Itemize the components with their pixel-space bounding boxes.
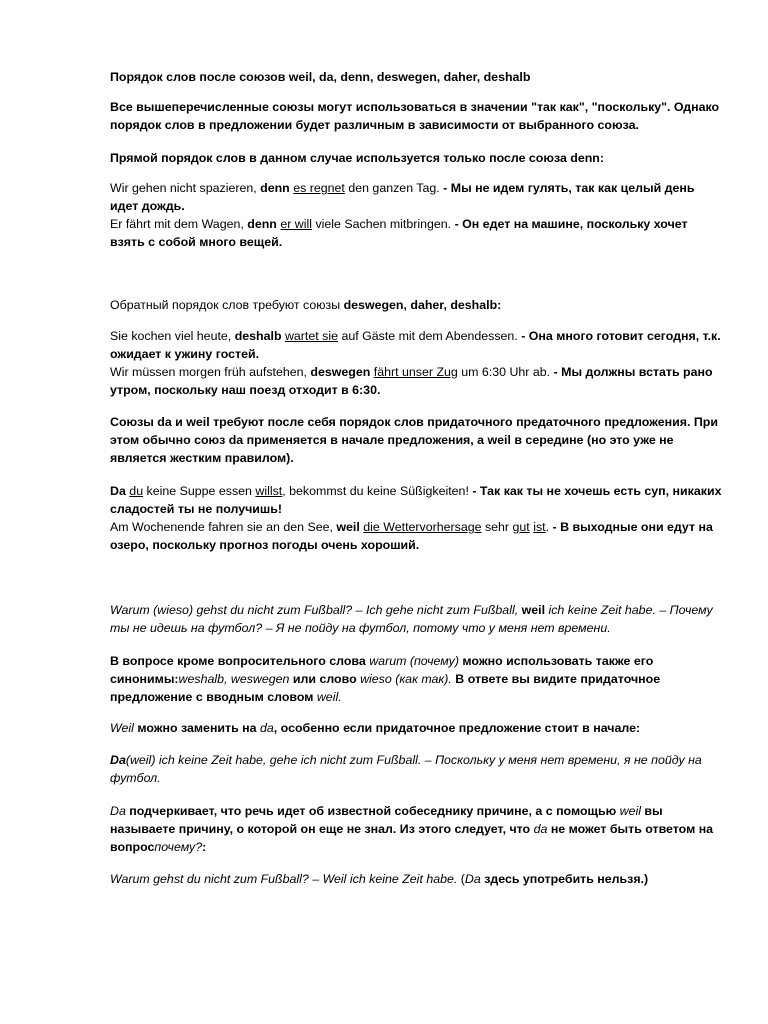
question-example: Warum (wieso) gehst du nicht zum Fußball? – Ich gehe nicht zum Fußball, weil ich keine Zeit habe. – Почему ты не идешь на футбол? – Я не пойду на футбол, потому что у меня нет времени. xyxy=(110,603,713,635)
example-denn-1: Wir gehen nicht spazieren, denn es regnet den ganzen Tag. - Мы не идем гулять, так как целый день идет дождь. xyxy=(110,181,695,213)
inverse-order-heading: Обратный порядок слов требуют союзы deswegen, daher, deshalb: xyxy=(110,298,502,312)
da-vs-weil-explanation: Da подчеркивает, что речь идет об известной собеседнику причине, а с помощью weil вы называете причину, о которой он еще не знал. Из этого следует, что da не может быть ответом на вопроспочему?: xyxy=(110,804,714,854)
final-example: Warum gehst du nicht zum Fußball? – Weil ich keine Zeit habe. (Da здесь употребить нельзя.) xyxy=(110,872,649,886)
da-example: Da(weil) ich keine Zeit habe, gehe ich nicht zum Fußball. – Поскольку у меня нет времени, я не пойду на футбол. xyxy=(110,753,702,785)
doc-title: Порядок слов после союзов weil, da, denn, deswegen, daher, deshalb xyxy=(110,70,531,84)
example-deswegen: Wir müssen morgen früh aufstehen, deswegen fährt unser Zug um 6:30 Uhr ab. - Мы должны встать рано утром, поскольку наш поезд отходит в 6:30. xyxy=(110,365,713,397)
da-weil-paragraph: Союзы da и weil требуют после себя порядок слов придаточного предаточного предложения. При этом обычно союз da применяется в начале предложения, а weil в середине (но это уже не является жестким правилом). xyxy=(110,415,718,465)
example-denn-2: Er fährt mit dem Wagen, denn er will viele Sachen mitbringen. - Он едет на машине, поскольку хочет взять с собой много вещей. xyxy=(110,217,688,249)
example-da: Da du keine Suppe essen willst, bekommst du keine Süßigkeiten! - Так как ты не хочешь есть суп, никаких сладостей ты не получишь! xyxy=(110,484,722,516)
example-deshalb: Sie kochen viel heute, deshalb wartet sie auf Gäste mit dem Abendessen. - Она много готовит сегодня, т.к. ожидает к ужину гостей. xyxy=(110,329,721,361)
weil-replace-note: Weil можно заменить на da, особенно если придаточное предложение стоит в начале: xyxy=(110,721,641,735)
example-weil: Am Wochenende fahren sie an den See, weil die Wettervorhersage sehr gut ist. - В выходные они едут на озеро, поскольку прогноз погоды очень хороший. xyxy=(110,520,713,552)
synonyms-paragraph: В вопросе кроме вопросительного слова warum (почему) можно использовать также его синонимы:weshalb, weswegen или слово wieso (как так). В ответе вы видите придаточное предложение с вводным словом weil. xyxy=(110,654,661,704)
direct-order-heading: Прямой порядок слов в данном случае используется только после союза denn: xyxy=(110,151,605,165)
intro-paragraph: Все вышеперечисленные союзы могут использоваться в значении "так как", "поскольку". Однако порядок слов в предложении будет различным в зависимости от выбранного союза. xyxy=(110,100,720,132)
